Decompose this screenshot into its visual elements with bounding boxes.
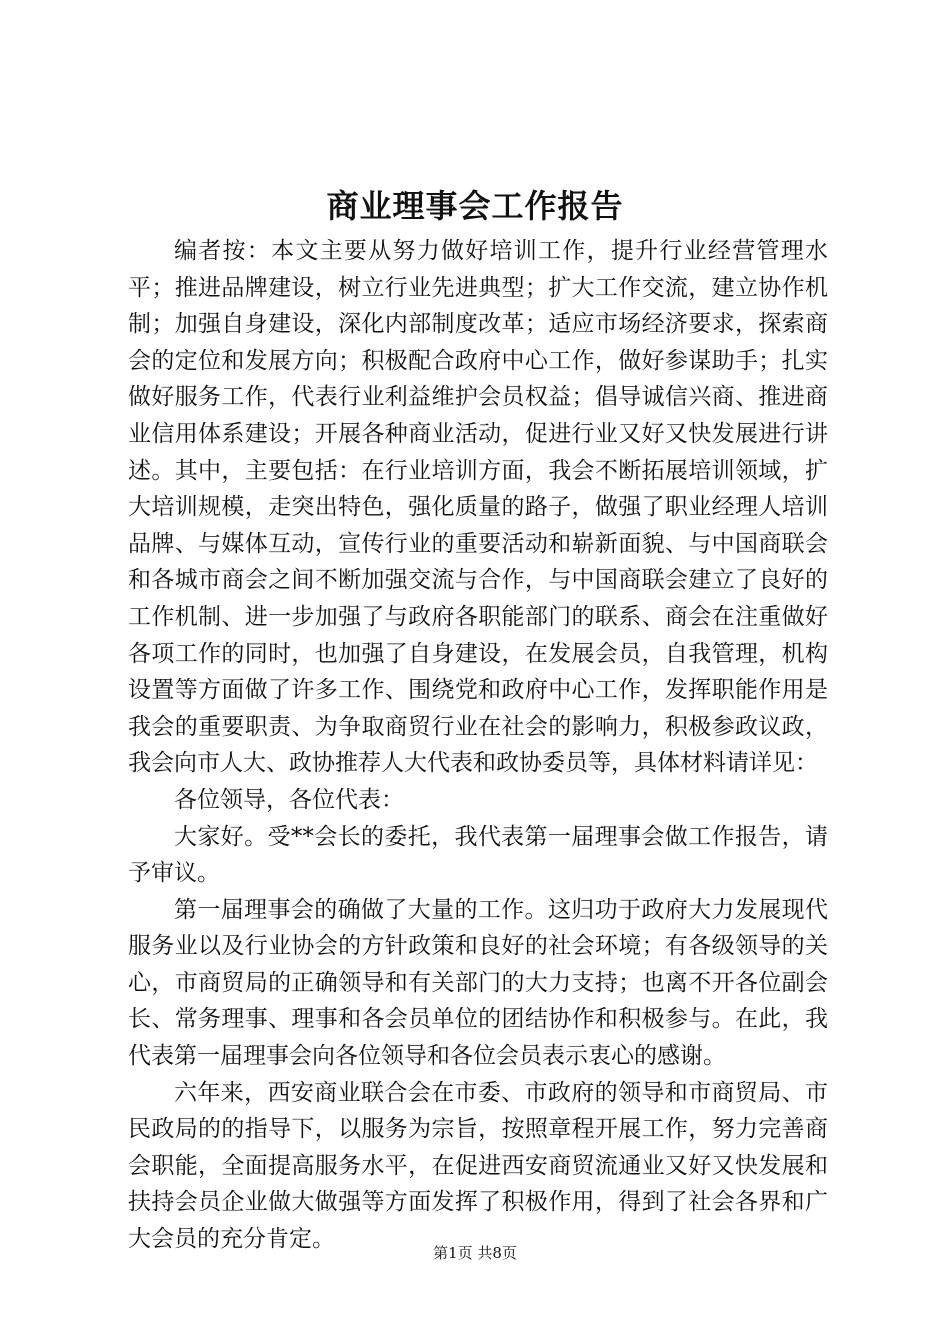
paragraph-editor-note: 编者按：本文主要从努力做好培训工作，提升行业经营管理水平；推进品牌建设，树立行业先进典型；扩大工作交流，建立协作机制；加强自身建设，深化内部制度改革；适应市场经济要求，探索商会的定位和发展方向；积极配合政府中心工作，做好参谋助手；扎实做好服务工作，代表行业利益维护会员权益；倡导诚信兴商、推进商业信用体系建设；开展各种商业活动，促进行业又好又快发展进行讲述。其中，主要包括：在行业培训方面，我会不断拓展培训领域，扩大培训规模，走突出特色，强化质量的路子，做强了职业经理人培训品牌、与媒体互动，宣传行业的重要活动和崭新面貌、与中国商联会和各城市商会之间不断加强交流与合作，与中国商联会建立了良好的工作机制、进一步加强了与政府各职能部门的联系、商会在注重做好各项工作的同时，也加强了自身建设，在发展会员，自我管理，机构设置等方面做了许多工作、围绕党和政府中心工作，发挥职能作用是我会的重要职责、为争取商贸行业在社会的影响力，积极参政议政，我会向市人大、政协推荐人大代表和政协委员等，具体材料请详见： xyxy=(128,238,828,777)
paragraph-greeting: 大家好。受**会长的委托，我代表第一届理事会做工作报告，请予审议。 xyxy=(128,823,828,887)
paragraph-six-years: 六年来，西安商业联合会在市委、市政府的领导和市商贸局、市民政局的的指导下，以服务为宗旨，按照章程开展工作，努力完善商会职能，全面提高服务水平，在促进西安商贸流通业又好又快发展和扶持会员企业做大做强等方面发挥了积极作用，得到了社会各界和广大会员的充分肯定。 xyxy=(128,1079,828,1253)
paragraph-salutation: 各位领导，各位代表： xyxy=(174,786,404,813)
document-title: 商业理事会工作报告 xyxy=(326,187,624,225)
paragraph-acknowledgement: 第一届理事会的确做了大量的工作。这归功于政府大力发展现代服务业以及行业协会的方针政策和良好的社会环境；有各级领导的关心，市商贸局的正确领导和有关部门的大力支持；也离不开各位副会长、常务理事、理事和各会员单位的团结协作和积极参与。在此，我代表第一届理事会向各位领导和各位会员表示衷心的感谢。 xyxy=(128,896,828,1070)
page-number: 第1页 共8页 xyxy=(433,1244,517,1262)
document-body xyxy=(128,233,828,1258)
